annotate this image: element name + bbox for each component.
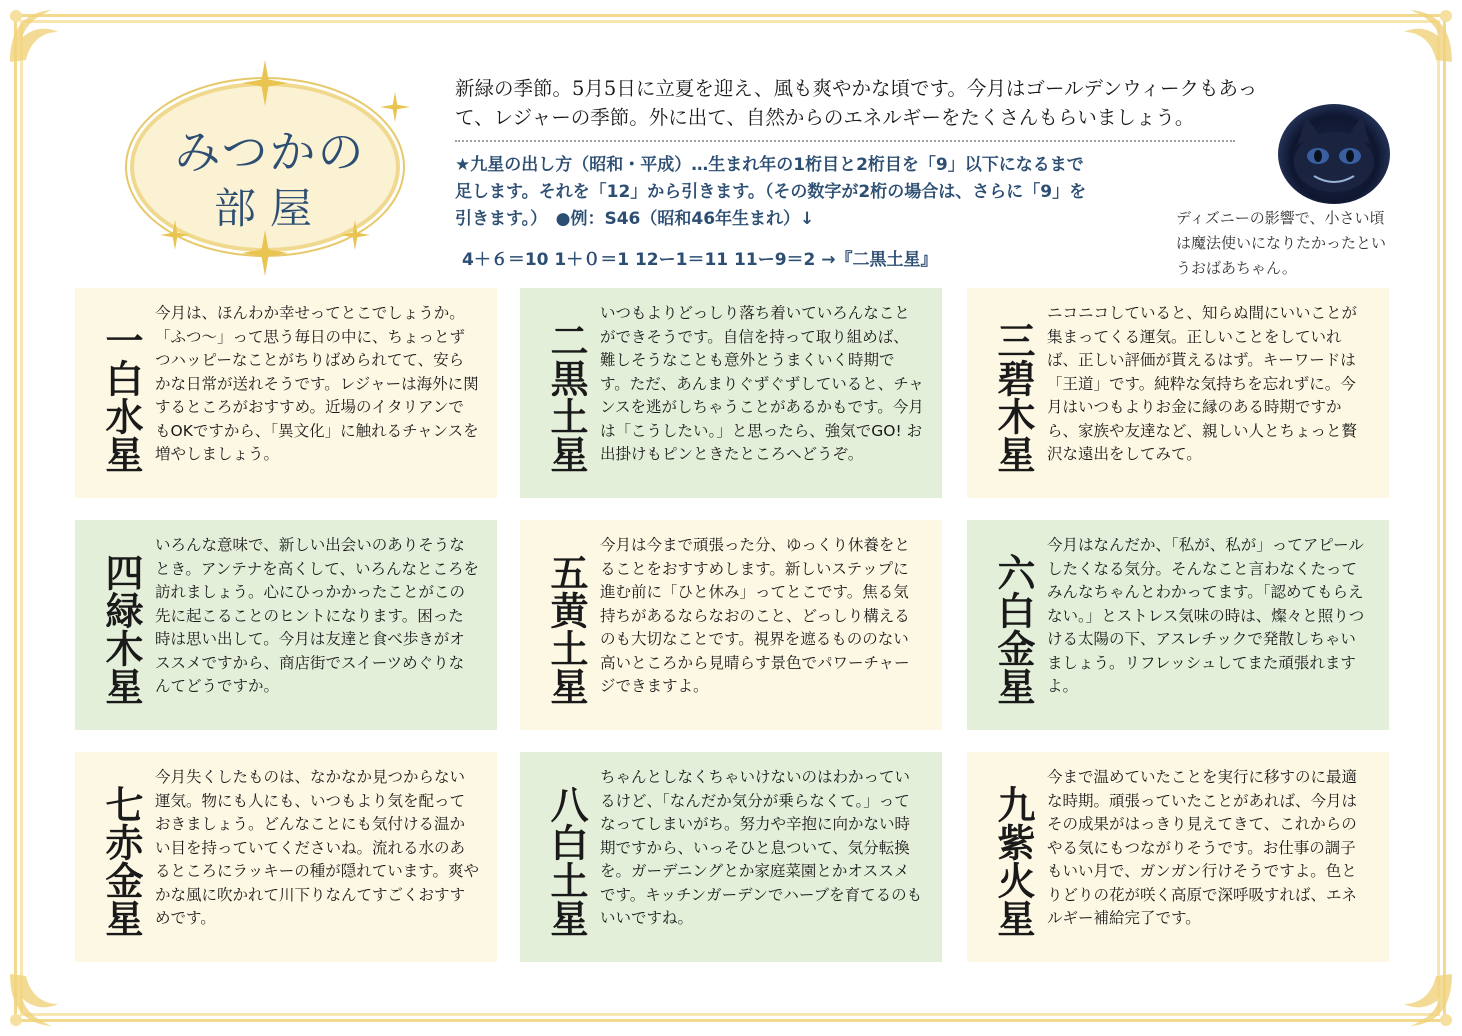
fortune-text: 今月は、ほんわか幸せってとこでしょうか。「ふつ〜」って思う毎日の中に、ちょっとずつハッピーなことがちりばめられてて、安らかな日常が送れそうです。レジャーは海外に関するところがおすすめ。近場のイタリアンでもOKですから、「異文化」に触れるチャンスを増やしましょう。	[155, 304, 479, 463]
ornament-corner-icon	[1390, 964, 1460, 1034]
ornament-corner-icon	[2, 964, 72, 1034]
star-name: 二黒土星	[544, 321, 589, 473]
fortune-card	[520, 520, 942, 730]
page-subtitle: 部屋	[213, 184, 326, 233]
star-name: 三碧木星	[991, 321, 1036, 473]
fortune-text: ちゃんとしなくちゃいけないのはわかっているけど、「なんだか気分が乗らなくて。」ってなってしまいがち。努力や辛抱に向かない時期ですから、いっそひと息ついて、気分転換を。ガーデニングとか家庭菜園とかオススメです。キッチンガーデンでハーブを育てるのもいいですね。	[600, 768, 923, 927]
fortune-text: いつもよりどっしり落ち着いていろんなことができそうです。自信を持って取り組めば、難しそうなことも意外とうまくいく時期です。ただ、あんまりぐずぐずしていると、チャンスを逃がしちゃうことがあるかもです。今月は「こうしたい。」と思ったら、強気でGO! お出掛けもピンときたところへどうぞ。	[600, 304, 924, 463]
fortune-card	[75, 288, 497, 498]
star-name: 七赤金星	[99, 785, 144, 937]
fortune-text: いろんな意味で、新しい出会いのありそうなとき。アンテナを高くして、いろんなところを訪れましょう。心にひっかかったことがこの先に起こることのヒントになります。困った時は思い出して。今月は友達と食べ歩きがオススメですから、商店街でスイーツめぐりなんてどうですか。	[155, 536, 479, 695]
example-calculation: 4＋６＝10 1＋０＝1 12ー1＝11 11ー9＝2 →『二黒土星』	[462, 250, 938, 270]
ornament-corner-icon	[1390, 2, 1460, 72]
page-title: みつかの	[174, 125, 366, 179]
cat-photo	[1278, 104, 1390, 204]
divider	[455, 140, 1235, 142]
fortune-card	[75, 520, 497, 730]
ornament-corner-icon	[2, 2, 72, 72]
photo-caption: ディズニーの影響で、小さい頃は魔法使いになりたかったというおばあちゃん。	[1176, 209, 1387, 277]
star-name: 九紫火星	[991, 785, 1036, 937]
method-text: ★九星の出し方（昭和・平成）…生まれ年の1桁目と2桁目を「9」以下になるまで足します。それを「12」から引きます。（その数字が2桁の場合は、さらに「9」を引きます。） ●例：S46（昭和46年生まれ）↓	[455, 155, 1087, 229]
fortune-text: 今月は今まで頑張った分、ゆっくり休養をとることをおすすめします。新しいステップに進む前に「ひと休み」ってとこです。焦る気持ちがあるならなおのこと、どっしり構えるのも大切なことです。視界を遮るもののない高いところから見晴らす景色でパワーチャージできますよ。	[600, 536, 910, 695]
fortune-text: 今月失くしたものは、なかなか見つからない運気。物にも人にも、いつもより気を配っておきましょう。どんなことにも気付ける温かい目を持っていてくださいね。流れる水のあるところにラッキーの種が隠れています。爽やかな風に吹かれて川下りなんてすごくおすすめです。	[155, 768, 479, 927]
sparkle-icon	[242, 60, 288, 106]
star-name: 一白水星	[99, 321, 144, 473]
star-name: 六白金星	[991, 553, 1036, 705]
fortune-card	[520, 288, 942, 498]
fortune-card	[967, 288, 1389, 498]
intro-text: 新緑の季節。5月5日に立夏を迎え、風も爽やかな頃です。今月はゴールデンウィークもあって、レジャーの季節。外に出て、自然からのエネルギーをたくさんもらいましょう。	[455, 77, 1258, 129]
star-name: 八白土星	[544, 785, 589, 937]
fortune-card	[520, 752, 942, 962]
fortune-card	[75, 752, 497, 962]
fortune-text: 今まで温めていたことを実行に移すのに最適な時期。頑張っていたことがあれば、今月はその成果がはっきり見えてきて、これからのやる気にもつながりそうです。お仕事の調子もいい月で、ガンガン行けそうですよ。色とりどりの花が咲く高原で深呼吸すれば、エネルギー補給完了です。	[1047, 768, 1358, 927]
sparkle-icon	[242, 230, 288, 276]
star-name: 四緑木星	[99, 553, 144, 705]
fortune-card	[967, 520, 1389, 730]
fortune-card	[967, 752, 1389, 962]
fortune-text: ニコニコしていると、知らぬ間にいいことが集まってくる運気。正しいことをしていれば、正しい評価が貰えるはず。キーワードは「王道」です。純粋な気持ちを忘れずに。今月はいつもよりお金に縁のある時期ですから、家族や友達など、親しい人とちょっと贅沢な遠出をしてみて。	[1047, 304, 1358, 463]
star-name: 五黄土星	[544, 553, 589, 705]
fortune-text: 今月はなんだか、「私が、私が」ってアピールしたくなる気分。そんなこと言わなくたってみんなちゃんとわかってます。「認めてもらえない。」とストレス気味の時は、燦々と照りつける太陽の下、アスレチックで発散しちゃいましょう。リフレッシュしてまた頑張れますよ。	[1047, 536, 1365, 695]
